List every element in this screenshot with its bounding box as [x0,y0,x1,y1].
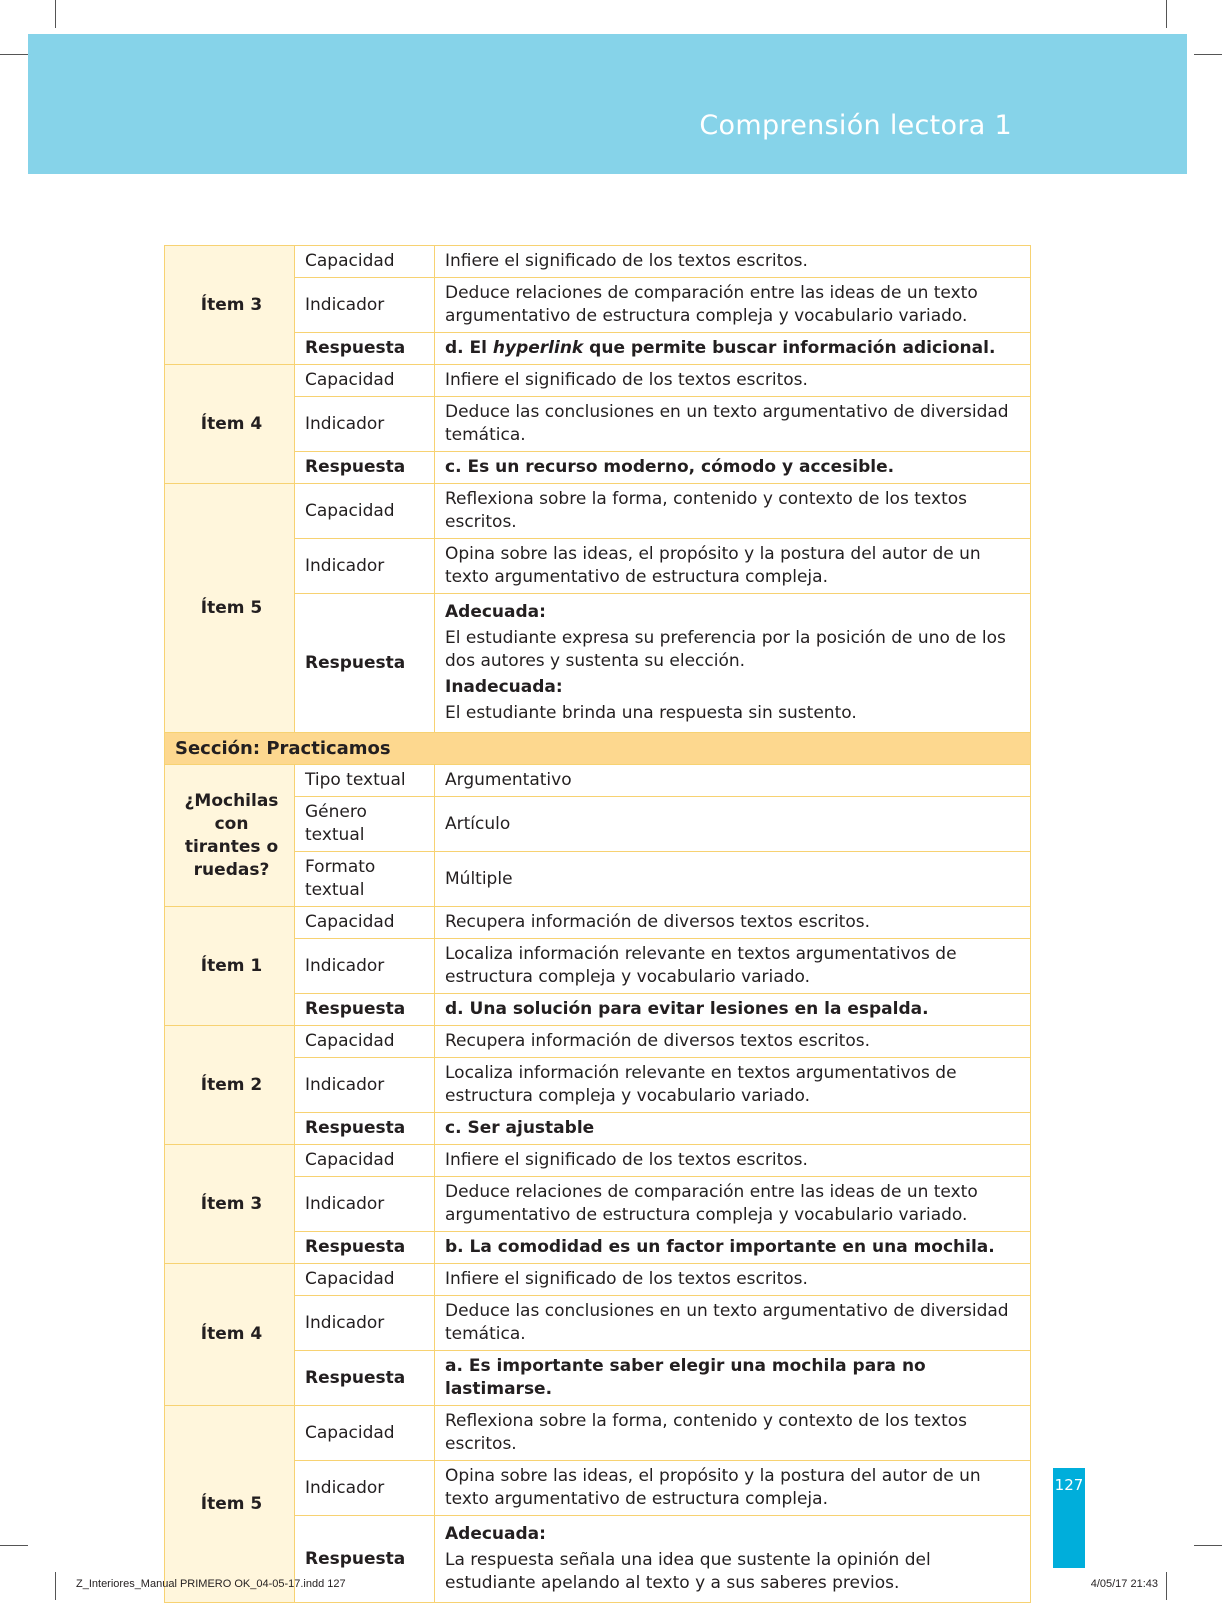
row-value: Deduce relaciones de comparación entre las ideas de un texto argumentativo de estructura compleja y vocabulario variado. [435,1177,1031,1232]
row-label: Respuesta [295,1113,435,1145]
footer-timestamp: 4/05/17 21:43 [1090,1578,1158,1590]
item-label: Ítem 4 [165,365,295,484]
table-row [165,852,1031,907]
row-value: Recupera información de diversos textos escritos. [435,1026,1031,1058]
inadequate-title: Inadecuada: [445,677,563,697]
row-value: Argumentativo [435,765,1031,797]
table-row [165,1406,1031,1461]
row-value: Reflexiona sobre la forma, contenido y contexto de los textos escritos. [435,484,1031,539]
row-label: Tipo textual [295,765,435,797]
row-label: Capacidad [295,1026,435,1058]
table-row [165,397,1031,452]
table-row [165,797,1031,852]
answer-value [435,1516,1031,1603]
answer-value: c. Es un recurso moderno, cómodo y accesible. [435,452,1031,484]
row-label: Indicador [295,1296,435,1351]
row-value: Opina sobre las ideas, el propósito y la postura del autor de un texto argumentativo de estructura compleja. [435,539,1031,594]
row-label: Género textual [295,797,435,852]
adequate-title: Adecuada: [445,1524,546,1544]
table-row [165,1177,1031,1232]
adequate-text: El estudiante expresa su preferencia por la posición de uno de los dos autores y sustenta su elección. [445,628,1006,671]
row-label: Indicador [295,539,435,594]
row-value: Infiere el significado de los textos escritos. [435,1264,1031,1296]
table-row [165,1058,1031,1113]
row-value: Localiza información relevante en textos argumentativos de estructura compleja y vocabulario variado. [435,939,1031,994]
row-label: Formato textual [295,852,435,907]
item-label: Ítem 3 [165,1145,295,1264]
page-title: Comprensión lectora 1 [699,110,1012,141]
answer-emphasis: hyperlink [492,338,584,358]
table-row [165,365,1031,397]
crop-mark [0,1545,28,1546]
row-label: Capacidad [295,365,435,397]
footer-file-info: Z_Interiores_Manual PRIMERO OK_04-05-17.indd 127 [76,1578,346,1590]
crop-mark [55,1572,56,1600]
row-label: Respuesta [295,333,435,365]
row-value: Recupera información de diversos textos escritos. [435,907,1031,939]
adequate-text: La respuesta señala una idea que sustente la opinión del estudiante apelando al texto y a sus saberes previos. [445,1550,931,1593]
row-value: Opina sobre las ideas, el propósito y la postura del autor de un texto argumentativo de estructura compleja. [435,1461,1031,1516]
row-label: Indicador [295,278,435,333]
item-label: Ítem 1 [165,907,295,1026]
evaluation-table [164,245,1031,1603]
row-label: Indicador [295,397,435,452]
crop-mark [0,54,28,55]
table-row [165,1026,1031,1058]
row-label: Respuesta [295,1351,435,1406]
item-label: Ítem 2 [165,1026,295,1145]
table-row [165,1264,1031,1296]
row-label: Indicador [295,1058,435,1113]
table-row [165,939,1031,994]
table-row [165,907,1031,939]
item-label: Ítem 4 [165,1264,295,1406]
inadequate-text: El estudiante brinda una respuesta sin sustento. [445,703,857,723]
table-row [165,1113,1031,1145]
table-row [165,452,1031,484]
item-label: Ítem 5 [165,1406,295,1603]
row-label: Indicador [295,1177,435,1232]
row-label: Indicador [295,1461,435,1516]
table-row [165,594,1031,733]
row-label: Respuesta [295,1232,435,1264]
table-row [165,484,1031,539]
section-row [165,733,1031,765]
text-title: ¿Mochilas con tirantes o ruedas? [165,765,295,907]
row-value: Infiere el significado de los textos escritos. [435,365,1031,397]
table-row [165,765,1031,797]
answer-value: d. Una solución para evitar lesiones en la espalda. [435,994,1031,1026]
row-value: Infiere el significado de los textos escritos. [435,1145,1031,1177]
crop-mark [1194,54,1222,55]
row-label: Capacidad [295,1145,435,1177]
row-label: Indicador [295,939,435,994]
answer-value: c. Ser ajustable [435,1113,1031,1145]
table-row [165,994,1031,1026]
table-row [165,246,1031,278]
answer-value: a. Es importante saber elegir una mochila para no lastimarse. [435,1351,1031,1406]
crop-mark [1194,1545,1222,1546]
row-label: Capacidad [295,907,435,939]
page-number: 127 [1054,1476,1084,1494]
row-value: Reflexiona sobre la forma, contenido y contexto de los textos escritos. [435,1406,1031,1461]
table-row [165,1461,1031,1516]
row-value: Localiza información relevante en textos argumentativos de estructura compleja y vocabulario variado. [435,1058,1031,1113]
table-row [165,1145,1031,1177]
item-label: Ítem 5 [165,484,295,733]
row-label: Respuesta [295,994,435,1026]
table-row [165,1351,1031,1406]
table-row [165,1296,1031,1351]
answer-value: b. La comodidad es un factor importante en una mochila. [435,1232,1031,1264]
table-row [165,333,1031,365]
table-row [165,1232,1031,1264]
row-label: Capacidad [295,246,435,278]
row-value: Deduce las conclusiones en un texto argumentativo de diversidad temática. [435,397,1031,452]
row-label: Capacidad [295,1264,435,1296]
row-value: Deduce las conclusiones en un texto argumentativo de diversidad temática. [435,1296,1031,1351]
row-value: Artículo [435,797,1031,852]
row-label: Capacidad [295,1406,435,1461]
answer-value [435,594,1031,733]
row-label: Respuesta [295,452,435,484]
row-label: Respuesta [295,594,435,733]
answer-text: que permite buscar información adicional. [583,338,996,358]
answer-value [435,333,1031,365]
row-value: Múltiple [435,852,1031,907]
row-label: Respuesta [295,1516,435,1603]
adequate-title: Adecuada: [445,602,546,622]
row-value: Infiere el significado de los textos escritos. [435,246,1031,278]
section-title: Sección: Practicamos [165,733,1031,765]
crop-mark [55,0,56,28]
header-band [28,34,1187,174]
table-row [165,539,1031,594]
row-label: Capacidad [295,484,435,539]
row-value: Deduce relaciones de comparación entre las ideas de un texto argumentativo de estructura compleja y vocabulario variado. [435,278,1031,333]
answer-text: d. El [445,338,493,358]
item-label: Ítem 3 [165,246,295,365]
table-row [165,278,1031,333]
crop-mark [1166,0,1167,28]
crop-mark [1166,1572,1167,1600]
